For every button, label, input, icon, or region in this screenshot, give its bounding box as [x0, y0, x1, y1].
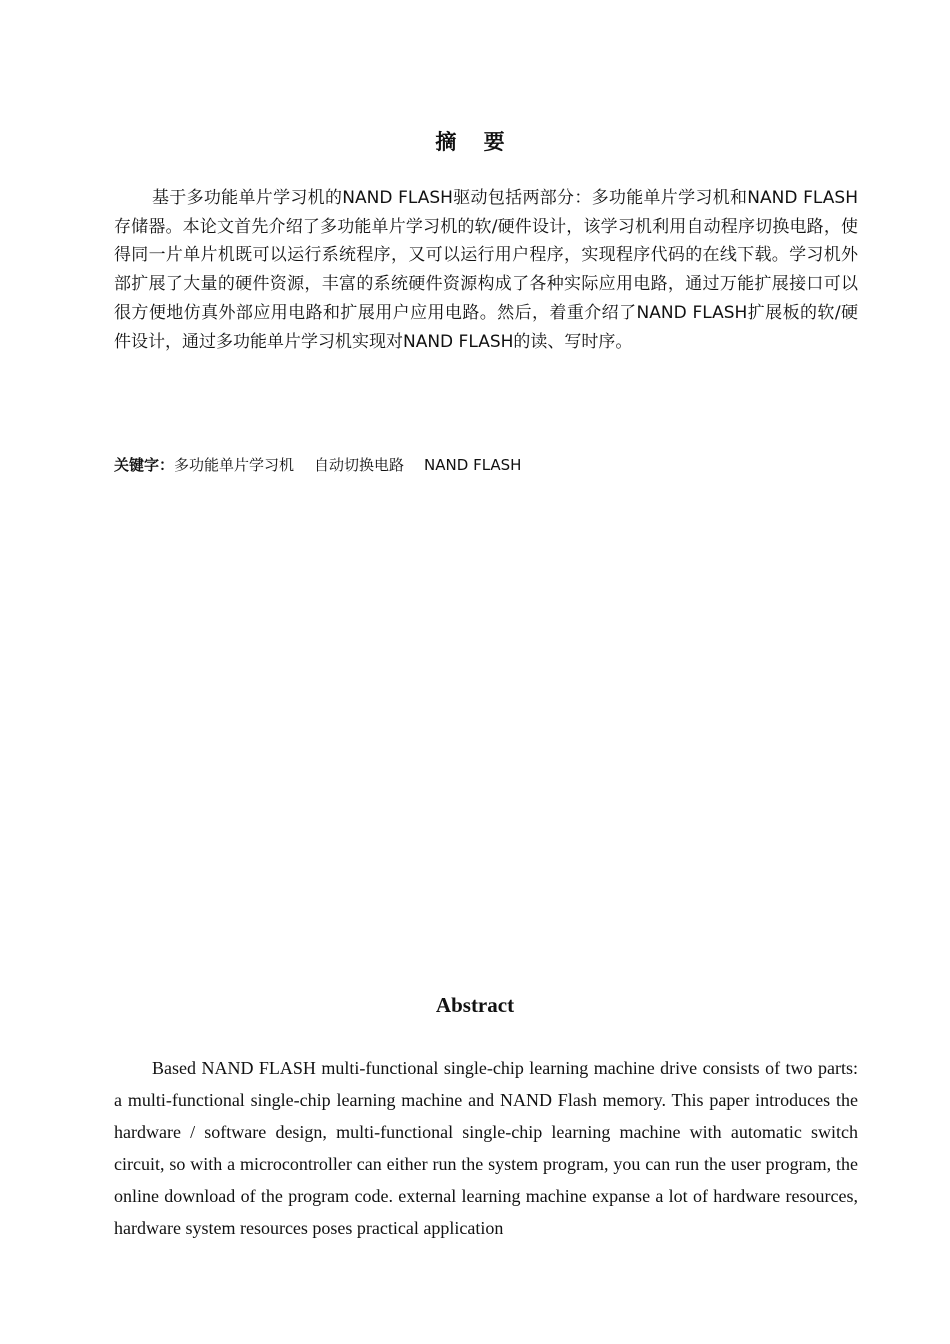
english-abstract-body: Based NAND FLASH multi-functional single-chip learning machine drive consists of two parts: a multi-functional single-chip learning machine and NAND Flash memory. This paper introduces the hardware / software design, multi-functional single-chip learning machine with automatic switch circuit, so with a microcontroller can either run the system program, you can run the user program, the online download of the program code. external learning machine expanse a lot of hardware resources, hardware system resources poses practical application: [114, 1058, 858, 1238]
keywords-label: 关键字：: [114, 456, 175, 474]
keyword-item: 自动切换电路: [314, 456, 405, 474]
chinese-abstract-body: 基于多功能单片学习机的NAND FLASH驱动包括两部分：多功能单片学习机和NAND FLASH存储器。本论文首先介绍了多功能单片学习机的软/硬件设计，该学习机利用自动程序切换电路，使得同一片单片机既可以运行系统程序，又可以运行用户程序，实现程序代码的在线下载。学习机外部扩展了大量的硬件资源，丰富的系统硬件资源构成了各种实际应用电路，通过万能扩展接口可以很方便地仿真外部应用电路和扩展用户应用电路。然后，着重介绍了NAND FLASH扩展板的软/硬件设计，通过多功能单片学习机实现对NAND FLASH的读、写时序。: [114, 188, 858, 352]
english-abstract-title: Abstract: [435, 993, 515, 1017]
keywords-line: [114, 454, 858, 476]
keyword-item: 多功能单片学习机: [174, 456, 295, 474]
keyword-item: NAND FLASH: [424, 456, 522, 474]
chinese-abstract-title: 摘 要: [435, 130, 515, 154]
